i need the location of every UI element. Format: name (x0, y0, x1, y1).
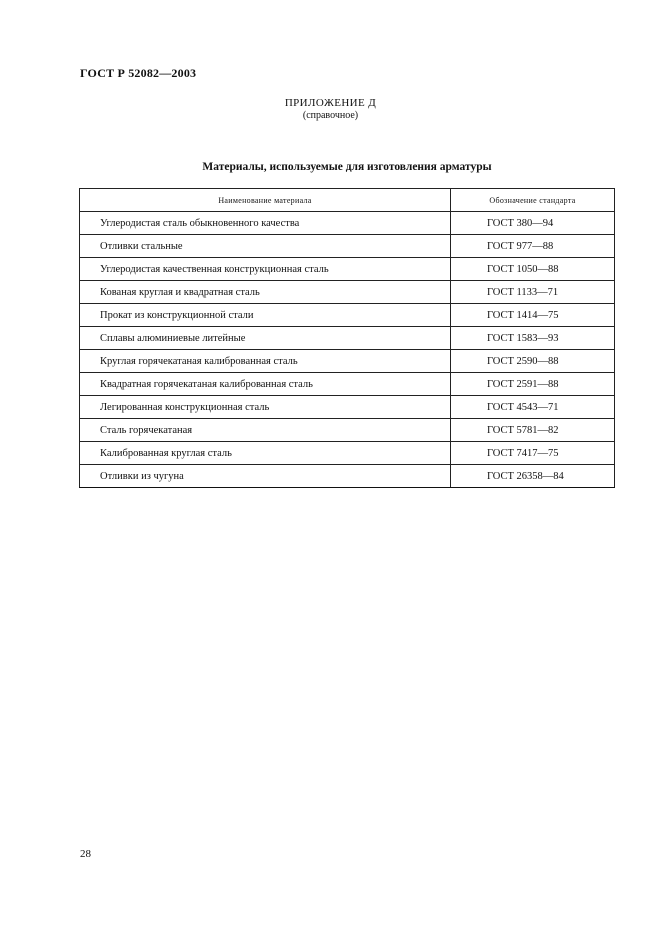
material-name: Сталь горячекатаная (80, 419, 451, 442)
table-row (80, 465, 615, 488)
table-row (80, 281, 615, 304)
standard-code: ГОСТ 7417—75 (451, 442, 615, 465)
table-row (80, 327, 615, 350)
column-header-standard: Обозначение стандарта (451, 189, 615, 212)
table-row (80, 258, 615, 281)
material-name: Прокат из конструкционной стали (80, 304, 451, 327)
material-name: Отливки стальные (80, 235, 451, 258)
table-row (80, 419, 615, 442)
standard-code: ГОСТ 26358—84 (451, 465, 615, 488)
materials-table (79, 188, 615, 488)
table-row (80, 235, 615, 258)
material-name: Кованая круглая и квадратная сталь (80, 281, 451, 304)
standard-code: ГОСТ 1133—71 (451, 281, 615, 304)
material-name: Отливки из чугуна (80, 465, 451, 488)
standard-code: ГОСТ 5781—82 (451, 419, 615, 442)
standard-code: ГОСТ 4543—71 (451, 396, 615, 419)
standard-code: ГОСТ 1414—75 (451, 304, 615, 327)
table-header-row (80, 189, 615, 212)
standard-code: ГОСТ 380—94 (451, 212, 615, 235)
table-row (80, 396, 615, 419)
table-row (80, 442, 615, 465)
standard-code: ГОСТ 2591—88 (451, 373, 615, 396)
table-caption: Материалы, используемые для изготовления арматуры (202, 161, 492, 173)
standard-code: ГОСТ 977—88 (451, 235, 615, 258)
appendix-subtitle: (справочное) (302, 110, 359, 121)
material-name: Углеродистая качественная конструкционная сталь (80, 258, 451, 281)
standard-code: ГОСТ 1050—88 (451, 258, 615, 281)
standard-code: ГОСТ 1583—93 (451, 327, 615, 350)
table-row (80, 373, 615, 396)
material-name: Калиброванная круглая сталь (80, 442, 451, 465)
material-name: Углеродистая сталь обыкновенного качества (80, 212, 451, 235)
table-row (80, 212, 615, 235)
table-row (80, 350, 615, 373)
material-name: Сплавы алюминиевые литейные (80, 327, 451, 350)
table-row (80, 304, 615, 327)
material-name: Круглая горячекатаная калиброванная сталь (80, 350, 451, 373)
document-id: ГОСТ Р 52082—2003 (80, 66, 197, 80)
column-header-material: Наименование материала (80, 189, 451, 212)
material-name: Легированная конструкционная сталь (80, 396, 451, 419)
standard-code: ГОСТ 2590—88 (451, 350, 615, 373)
page-number: 28 (80, 848, 91, 860)
appendix-title: ПРИЛОЖЕНИЕ Д (284, 97, 377, 109)
material-name: Квадратная горячекатаная калиброванная сталь (80, 373, 451, 396)
